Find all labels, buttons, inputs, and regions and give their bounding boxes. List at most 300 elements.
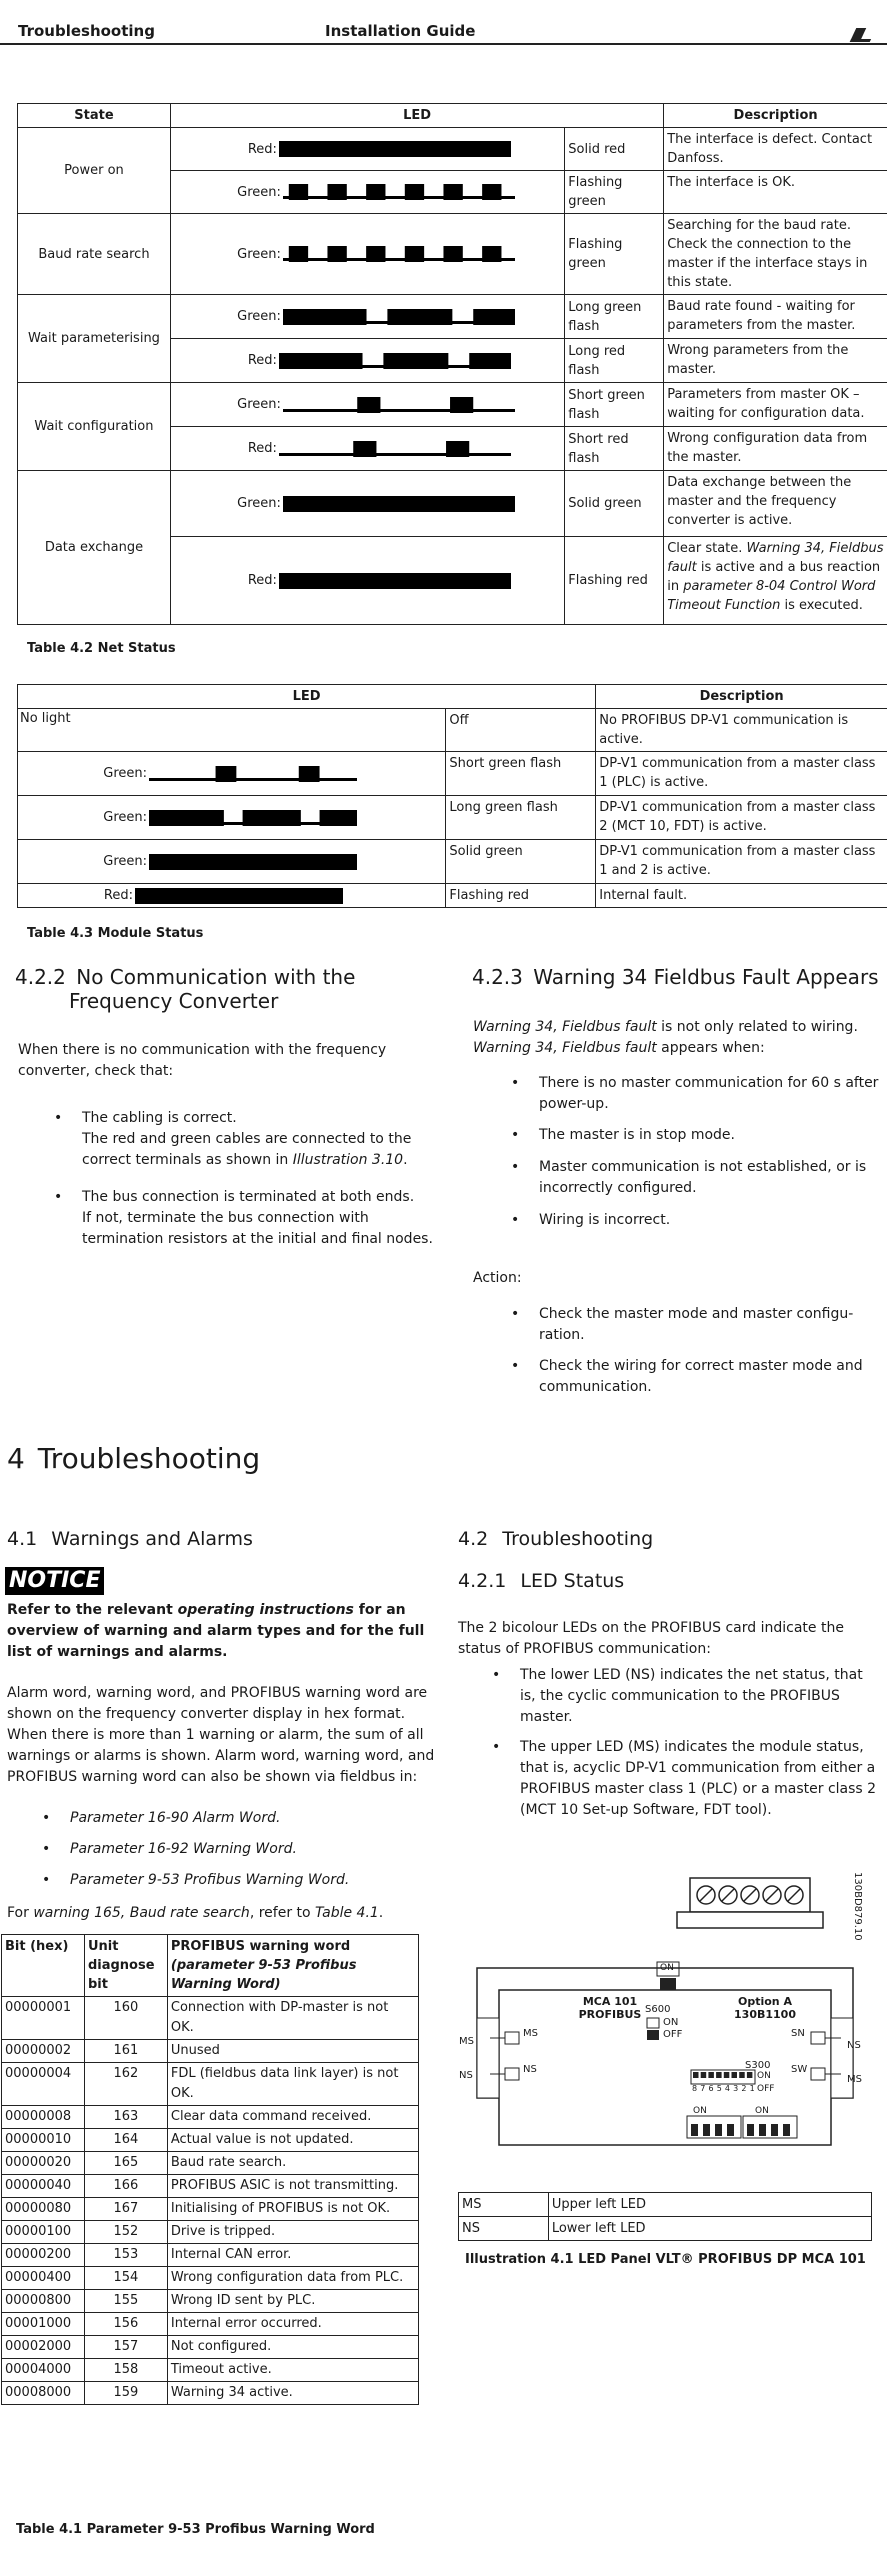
bullet-dot: • xyxy=(511,1075,520,1091)
net-desc-part: is executed. xyxy=(780,598,863,613)
net-led-wrap xyxy=(171,339,564,382)
mca-line2: PROFIBUS xyxy=(578,2008,642,2021)
led-pattern-short xyxy=(279,439,511,459)
net-mode: Flashing green xyxy=(565,171,664,214)
warning-text: Connection with DP-master is not OK. xyxy=(167,1997,418,2040)
net-description: Baud rate found - waiting for parameters from the master. xyxy=(664,295,887,339)
module-led-color: Green: xyxy=(103,766,147,781)
net-mode: Flashing red xyxy=(565,537,664,625)
led-pattern-solid xyxy=(283,494,515,514)
warning-row xyxy=(2,2040,419,2063)
net-description: Data exchange between the master and the frequency converter is active. xyxy=(664,471,887,537)
section-422-bullet-1: • The cabling is correct. The red and green cables are connected to the correct terminals as shown in Illustration 3.10. xyxy=(54,1110,412,1168)
module-led xyxy=(18,709,446,752)
net-row xyxy=(18,471,887,537)
net-led xyxy=(170,214,564,295)
parameter-text: Parameter 16-92 Warning Word. xyxy=(70,1841,297,1857)
bottom-switch xyxy=(727,2124,734,2136)
warning-row xyxy=(2,2221,419,2244)
bottom-switch xyxy=(703,2124,710,2136)
led-pattern-flash xyxy=(283,244,515,264)
ref-part3: , refer to xyxy=(249,1905,316,1921)
section-422-number: 4.2.2 xyxy=(15,965,66,989)
warning-text: Actual value is not updated. xyxy=(167,2129,418,2152)
warning-text: Wrong ID sent by PLC. xyxy=(167,2290,418,2313)
section-423-title: Warning 34 Fieldbus Fault Appears xyxy=(533,965,879,989)
net-led-color: Green: xyxy=(237,309,281,324)
warning-bit: 00000001 xyxy=(2,1997,85,2040)
parameter-text: Parameter 9-53 Profibus Warning Word. xyxy=(70,1872,350,1888)
module-led xyxy=(18,796,446,840)
module-row xyxy=(18,709,887,752)
net-state: Power on xyxy=(18,128,171,214)
section-41-paragraph: Alarm word, warning word, and PROFIBUS warning word are shown on the frequency converter display in hex format. When there is more than 1 warning or alarm, the sum of all warnings or alarms is shown. Alarm word, warning word, and PROFIBUS warning word can also be shown via fieldbus in: xyxy=(7,1685,435,1785)
illustration-caption: Illustration 4.1 LED Panel VLT® PROFIBUS DP MCA 101 xyxy=(465,2252,866,2267)
warning-row xyxy=(2,2198,419,2221)
section-423-intro1-italic: Warning 34, Fieldbus fault xyxy=(473,1019,657,1035)
illustration-code: 130BD879.10 xyxy=(852,1872,863,1941)
net-led-wrap xyxy=(171,383,564,426)
module-row xyxy=(18,884,887,908)
section-423-bullet-text: Master communication is not established, or is incorrectly configured. xyxy=(539,1159,867,1196)
net-mode: Solid red xyxy=(565,128,664,171)
net-led-color: Red: xyxy=(247,141,277,157)
module-row xyxy=(18,752,887,796)
dip-switch xyxy=(732,2072,738,2078)
section-421-intro: The 2 bicolour LEDs on the PROFIBUS card indicate the status of PROFIBUS communication: xyxy=(458,1620,844,1657)
option-line2: 130B1100 xyxy=(734,2008,796,2021)
net-mode: Flashing green xyxy=(565,214,664,295)
net-status-table xyxy=(17,103,887,625)
parameter-item xyxy=(42,1808,430,1829)
net-state: Wait parameterising xyxy=(18,295,171,383)
section-423-number: 4.2.3 xyxy=(472,965,523,989)
net-led-wrap xyxy=(171,471,564,536)
net-led-color: Green: xyxy=(237,246,281,262)
section-422-bullet-2-line1: The bus connection is terminated at both ends. xyxy=(82,1189,415,1205)
module-led-color: Red: xyxy=(103,888,133,903)
dip-switch xyxy=(708,2072,714,2078)
notice-label: NOTICE xyxy=(5,1567,104,1595)
net-mode: Long green flash xyxy=(565,295,664,339)
parameter-item xyxy=(42,1870,430,1891)
bullet-dot: • xyxy=(511,1306,520,1322)
warning-text: Unused xyxy=(167,2040,418,2063)
module-mode: Flashing red xyxy=(446,884,596,908)
warning-unit-bit: 155 xyxy=(84,2290,167,2313)
warning-bit: 00000800 xyxy=(2,2290,85,2313)
notice-text-italic: operating instructions xyxy=(177,1602,354,1618)
warning-unit-bit: 159 xyxy=(84,2382,167,2405)
module-description: DP-V1 communication from a master class 2 (MCT 10, FDT) is active. xyxy=(596,796,887,840)
net-mode: Long red flash xyxy=(565,339,664,383)
net-led-color: Red: xyxy=(247,573,277,588)
warning-bit: 00000020 xyxy=(2,2152,85,2175)
led-panel-illustration xyxy=(455,1870,875,2170)
warning-bit: 00000004 xyxy=(2,2063,85,2106)
warning-unit-bit: 166 xyxy=(84,2175,167,2198)
option-line1: Option A xyxy=(738,1995,792,2008)
bullet-dot: • xyxy=(42,1841,51,1857)
mod-col-description: Description xyxy=(596,685,887,709)
module-led xyxy=(18,884,446,908)
section-422-bullet-2: • The bus connection is terminated at both ends. If not, terminate the bus connection with termination resistors at the initial and final nodes. xyxy=(54,1189,433,1247)
ms-inner-label: MS xyxy=(523,2028,538,2039)
warning-bit: 00000002 xyxy=(2,2040,85,2063)
warning-unit-bit: 162 xyxy=(84,2063,167,2106)
led-pattern-short xyxy=(149,764,357,784)
warning-bit: 00008000 xyxy=(2,2382,85,2405)
module-status-table xyxy=(17,684,887,908)
option-label xyxy=(725,1995,805,2021)
section-421-bullet-2: • The upper LED (MS) indicates the module status, that is, acyclic DP-V1 communication from either a PROFIBUS master class 1 (PLC) or a master class 2 (MCT 10 Set-up Software, FDT tool). xyxy=(492,1739,877,1818)
warning-unit-bit: 156 xyxy=(84,2313,167,2336)
led-pattern-short xyxy=(283,395,515,415)
dip-on: ON xyxy=(757,2071,771,2081)
chapter-title: Troubleshooting xyxy=(37,1442,261,1475)
warning-row xyxy=(2,2152,419,2175)
s600-label: S600 xyxy=(645,2004,671,2015)
warning-text: Baud rate search. xyxy=(167,2152,418,2175)
module-description: No PROFIBUS DP-V1 communication is active. xyxy=(596,709,887,752)
ref-part5: . xyxy=(378,1905,384,1921)
bullet-dot: • xyxy=(511,1358,520,1374)
warning-row xyxy=(2,2129,419,2152)
dip-switch xyxy=(701,2072,707,2078)
warning-unit-bit: 165 xyxy=(84,2152,167,2175)
led-legend-table xyxy=(458,2192,872,2241)
net-description xyxy=(664,537,887,625)
warn-col-unit: Unit diagnose bit xyxy=(84,1935,167,1997)
net-row xyxy=(18,383,887,427)
section-423-bullet-text: Wiring is incorrect. xyxy=(539,1212,671,1228)
warning-unit-bit: 161 xyxy=(84,2040,167,2063)
section-422-bullet-1-ref: Illustration 3.10 xyxy=(292,1152,404,1168)
dip-switch xyxy=(693,2072,699,2078)
warning-text: FDL (fieldbus data link layer) is not OK. xyxy=(167,2063,418,2106)
warning-unit-bit: 152 xyxy=(84,2221,167,2244)
ms-outer-label: MS xyxy=(459,2036,474,2047)
chapter-number: 4 xyxy=(7,1442,25,1475)
section-421-heading xyxy=(458,1570,624,1592)
mca-label xyxy=(575,1995,645,2021)
legend-ns-key: NS xyxy=(459,2217,549,2241)
warning-word-table xyxy=(1,1934,419,2405)
module-mode: Short green flash xyxy=(446,752,596,796)
section-423-bullet-text: The master is in stop mode. xyxy=(539,1127,735,1143)
header-tab-mark xyxy=(850,28,877,42)
notice-text-part3: for an overview of warning and alarm types and for the full list of warnings and alarms. xyxy=(7,1602,425,1660)
section-421-title: LED Status xyxy=(520,1570,625,1592)
warning-row xyxy=(2,2313,419,2336)
net-row xyxy=(18,128,887,171)
led-pattern-long xyxy=(279,351,511,371)
header-section: Troubleshooting xyxy=(18,22,155,40)
module-led-wrap xyxy=(18,840,445,883)
dip-switch xyxy=(724,2072,730,2078)
legend-ms-key: MS xyxy=(459,2193,549,2217)
section-423-bullet xyxy=(511,1157,879,1199)
mca-line1: MCA 101 xyxy=(582,1995,638,2008)
section-41-reference xyxy=(7,1903,437,1924)
warning-unit-bit: 153 xyxy=(84,2244,167,2267)
warning-text: Warning 34 active. xyxy=(167,2382,418,2405)
net-mode: Solid green xyxy=(565,471,664,537)
section-422-title-line2: Frequency Converter xyxy=(69,989,279,1013)
warning-row xyxy=(2,1997,419,2040)
warning-row xyxy=(2,2106,419,2129)
module-led-wrap xyxy=(18,884,445,907)
bottom-switch xyxy=(715,2124,722,2136)
net-led-color: Red: xyxy=(247,353,277,368)
bottom-right-on: ON xyxy=(755,2106,769,2116)
warning-row xyxy=(2,2267,419,2290)
module-row xyxy=(18,796,887,840)
warning-bit: 00000008 xyxy=(2,2106,85,2129)
led-pattern-long xyxy=(283,307,515,327)
s600-off: OFF xyxy=(663,2029,683,2040)
parameter-text: Parameter 16-90 Alarm Word. xyxy=(70,1810,281,1826)
section-423-intro2-italic: Warning 34, Fieldbus fault xyxy=(473,1040,657,1056)
led-pattern-solid xyxy=(149,852,357,872)
section-422-title-line1: No Communication with the xyxy=(76,965,356,989)
warn-col-word xyxy=(167,1935,418,1997)
section-423-action xyxy=(511,1356,879,1398)
net-led-wrap xyxy=(171,427,564,470)
warning-text: Clear data command received. xyxy=(167,2106,418,2129)
bullet-dot: • xyxy=(42,1872,51,1888)
module-led-color: Green: xyxy=(103,854,147,869)
bottom-switch xyxy=(691,2124,698,2136)
ms-right-label: MS xyxy=(847,2074,862,2085)
notice-text xyxy=(7,1600,437,1663)
module-led xyxy=(18,752,446,796)
bottom-switch xyxy=(783,2124,790,2136)
warning-row xyxy=(2,2359,419,2382)
net-led xyxy=(170,537,564,625)
section-423-bullet xyxy=(511,1210,879,1231)
mod-col-led: LED xyxy=(18,685,596,709)
section-42-heading xyxy=(458,1528,653,1550)
warning-text: PROFIBUS ASIC is not transmitting. xyxy=(167,2175,418,2198)
warning-bit: 00000080 xyxy=(2,2198,85,2221)
section-42-title: Troubleshooting xyxy=(502,1528,654,1550)
net-row xyxy=(18,295,887,339)
legend-ms-value: Upper left LED xyxy=(548,2193,871,2217)
net-led-wrap xyxy=(171,295,564,338)
section-421-bullet-2-text: The upper LED (MS) indicates the module status, that is, acyclic DP-V1 communication from either a PROFIBUS master class 1 (PLC) or a master class 2 (MCT 10 Set-up Software, FDT tool). xyxy=(520,1739,877,1818)
warning-bit: 00000010 xyxy=(2,2129,85,2152)
section-41-heading xyxy=(7,1528,253,1550)
dip-switch xyxy=(747,2072,753,2078)
warning-unit-bit: 157 xyxy=(84,2336,167,2359)
warn-col-bit: Bit (hex) xyxy=(2,1935,85,1997)
warning-text: Wrong configuration data from PLC. xyxy=(167,2267,418,2290)
net-description: Wrong configuration data from the master. xyxy=(664,427,887,471)
warn-col-word-title: PROFIBUS warning word xyxy=(170,1939,351,1954)
dip-off: OFF xyxy=(757,2084,775,2094)
warning-row xyxy=(2,2244,419,2267)
net-led-wrap xyxy=(171,128,564,170)
net-desc-part: Clear state. xyxy=(667,541,747,556)
dip-switch xyxy=(739,2072,745,2078)
section-423-action-text: Check the wiring for correct master mode and communication. xyxy=(539,1358,863,1395)
module-description: Internal fault. xyxy=(596,884,887,908)
ns-outer-label: NS xyxy=(459,2070,473,2081)
led-pattern-solid xyxy=(135,886,343,906)
section-41-number: 4.1 xyxy=(7,1528,38,1550)
bullet-dot: • xyxy=(511,1127,520,1143)
warning-unit-bit: 158 xyxy=(84,2359,167,2382)
net-led xyxy=(170,471,564,537)
bottom-switch xyxy=(747,2124,754,2136)
section-423-intro1-rest: is not only related to wiring. xyxy=(656,1019,858,1035)
warning-bit: 00002000 xyxy=(2,2336,85,2359)
warning-bit: 00000040 xyxy=(2,2175,85,2198)
module-led-wrap xyxy=(18,796,445,839)
section-422-heading xyxy=(15,965,355,1013)
net-mode: Short red flash xyxy=(565,427,664,471)
warning-row xyxy=(2,2290,419,2313)
section-423-intro2-rest: appears when: xyxy=(656,1040,765,1056)
section-423-bullet xyxy=(511,1073,879,1115)
warning-row xyxy=(2,2175,419,2198)
module-row xyxy=(18,840,887,884)
net-led-color: Green: xyxy=(237,496,281,511)
section-423-intro xyxy=(473,1017,883,1059)
net-led-color: Green: xyxy=(237,184,281,200)
net-col-state: State xyxy=(18,104,171,128)
section-423-action-label: Action: xyxy=(473,1270,522,1286)
warn-col-word-sub: (parameter 9-53 Profibus Warning Word) xyxy=(170,1958,357,1992)
net-led xyxy=(170,171,564,214)
warning-bit: 00000200 xyxy=(2,2244,85,2267)
net-description: Searching for the baud rate. Check the connection to the master if the interface stays in this state. xyxy=(664,214,887,295)
section-423-action-text: Check the master mode and master configu-ration. xyxy=(539,1306,854,1343)
module-led-color: Green: xyxy=(103,810,147,825)
net-led xyxy=(170,383,564,427)
warning-text: Internal error occurred. xyxy=(167,2313,418,2336)
bottom-left-on: ON xyxy=(693,2106,707,2116)
warning-text: Not configured. xyxy=(167,2336,418,2359)
warning-text: Initialising of PROFIBUS is not OK. xyxy=(167,2198,418,2221)
net-description: The interface is defect. Contact Danfoss. xyxy=(664,128,887,171)
net-col-description: Description xyxy=(664,104,887,128)
net-state: Wait configuration xyxy=(18,383,171,471)
net-led xyxy=(170,427,564,471)
module-description: DP-V1 communication from a master class 1 and 2 is active. xyxy=(596,840,887,884)
section-423-bullet-text: There is no master communication for 60 s after power-up. xyxy=(539,1075,879,1112)
section-423-action xyxy=(511,1304,879,1346)
warning-unit-bit: 167 xyxy=(84,2198,167,2221)
net-desc-part: parameter 8-04 Control Word Timeout Function xyxy=(667,579,876,613)
section-422-bullet-1-end: . xyxy=(403,1152,408,1168)
warning-row xyxy=(2,2382,419,2405)
net-description: Parameters from master OK – waiting for configuration data. xyxy=(664,383,887,427)
sn-label: SN xyxy=(791,2028,805,2039)
warning-unit-bit: 163 xyxy=(84,2106,167,2129)
net-desc-part: is active and a bus reaction in xyxy=(667,560,881,594)
led-pattern-long xyxy=(149,808,357,828)
section-422-intro: When there is no communication with the frequency converter, check that: xyxy=(18,1042,387,1079)
warning-table-caption: Table 4.1 Parameter 9-53 Profibus Warning Word xyxy=(16,2522,375,2537)
section-422-bullet-1-line1: The cabling is correct. xyxy=(82,1110,237,1126)
net-state: Data exchange xyxy=(18,471,171,625)
net-led xyxy=(170,128,564,171)
net-desc-part: Warning 34, Fieldbus fault xyxy=(667,541,884,575)
section-421-number: 4.2.1 xyxy=(458,1570,507,1592)
warning-row xyxy=(2,2063,419,2106)
warning-bit: 00000400 xyxy=(2,2267,85,2290)
net-col-led: LED xyxy=(170,104,663,128)
sw-label: SW xyxy=(791,2064,808,2075)
ns-inner-label: NS xyxy=(523,2064,537,2075)
warning-bit: 00001000 xyxy=(2,2313,85,2336)
led-pattern-solid xyxy=(279,571,511,591)
bullet-dot: • xyxy=(511,1159,520,1175)
ns-right-label: NS xyxy=(847,2040,861,2051)
led-pattern-solid xyxy=(279,139,511,159)
module-led-color: No light xyxy=(20,711,71,726)
net-led-color: Red: xyxy=(247,441,277,456)
header-rule xyxy=(0,43,887,45)
warning-unit-bit: 164 xyxy=(84,2129,167,2152)
chapter-heading xyxy=(7,1442,260,1475)
warning-unit-bit: 160 xyxy=(84,1997,167,2040)
net-state: Baud rate search xyxy=(18,214,171,295)
warning-row xyxy=(2,2336,419,2359)
net-status-caption: Table 4.2 Net Status xyxy=(27,641,176,656)
section-423-heading xyxy=(472,965,879,989)
module-mode: Solid green xyxy=(446,840,596,884)
section-421-bullet-1: • The lower LED (NS) indicates the net status, that is, the cyclic communication to the PROFIBUS master. xyxy=(492,1667,863,1725)
net-led-color: Green: xyxy=(237,397,281,412)
net-row xyxy=(18,214,887,295)
s300-label: S300 xyxy=(745,2060,771,2071)
net-mode: Short green flash xyxy=(565,383,664,427)
led-pattern-flash xyxy=(283,182,515,202)
warning-text: Drive is tripped. xyxy=(167,2221,418,2244)
net-description: The interface is OK. xyxy=(664,171,887,214)
dip-numbers: 8 7 6 5 4 3 2 1 xyxy=(692,2084,756,2093)
section-41-title: Warnings and Alarms xyxy=(51,1528,253,1550)
ref-part1: For xyxy=(7,1905,34,1921)
bottom-switch xyxy=(759,2124,766,2136)
header-doc-title: Installation Guide xyxy=(325,22,476,40)
ref-part2: warning 165, Baud rate search xyxy=(33,1905,250,1921)
warning-bit: 00004000 xyxy=(2,2359,85,2382)
module-description: DP-V1 communication from a master class 1 (PLC) is active. xyxy=(596,752,887,796)
section-422-bullet-2-line2: If not, terminate the bus connection with termination resistors at the initial and final nodes. xyxy=(82,1210,433,1247)
bullet-dot: • xyxy=(42,1810,51,1826)
warning-bit: 00000100 xyxy=(2,2221,85,2244)
notice-text-part1: Refer to the relevant xyxy=(7,1602,178,1618)
ref-part4: Table 4.1 xyxy=(315,1905,379,1921)
dip-switch xyxy=(716,2072,722,2078)
section-423-bullet xyxy=(511,1125,879,1146)
section-42-number: 4.2 xyxy=(458,1528,489,1550)
net-led-wrap xyxy=(171,171,564,213)
legend-ns-value: Lower left LED xyxy=(548,2217,871,2241)
parameter-item xyxy=(42,1839,430,1860)
section-421-bullet-1-text: The lower LED (NS) indicates the net status, that is, the cyclic communication to the PROFIBUS master. xyxy=(520,1667,863,1725)
net-led-wrap xyxy=(171,214,564,294)
net-led xyxy=(170,295,564,339)
net-led xyxy=(170,339,564,383)
module-mode: Off xyxy=(446,709,596,752)
warning-unit-bit: 154 xyxy=(84,2267,167,2290)
module-status-caption: Table 4.3 Module Status xyxy=(27,926,204,941)
